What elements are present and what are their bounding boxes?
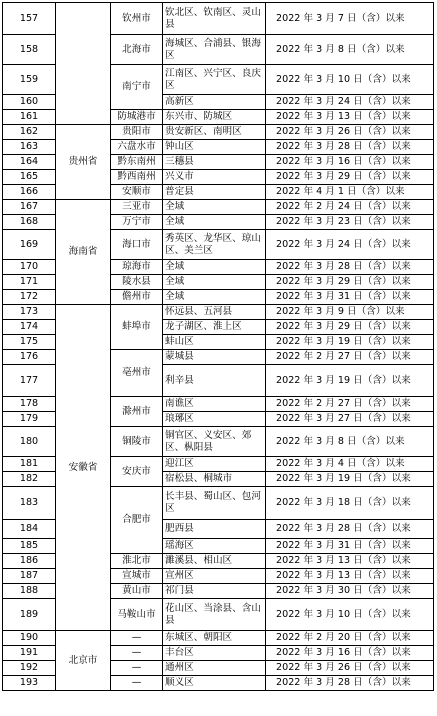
- city-cell: 防城港市: [111, 110, 163, 125]
- row-number: 163: [3, 140, 56, 155]
- table-row: [3, 631, 434, 646]
- district-cell: 全域: [163, 290, 266, 305]
- district-cell: 顺义区: [163, 676, 266, 691]
- city-cell: 铜陵市: [111, 427, 163, 457]
- district-cell: 全域: [163, 260, 266, 275]
- row-number: 182: [3, 472, 56, 487]
- district-cell: 利辛县: [163, 365, 266, 397]
- district-cell: 瑶海区: [163, 539, 266, 554]
- table-row: [3, 3, 434, 35]
- city-cell: 黔东南州: [111, 155, 163, 170]
- province-cell: 北京市: [56, 631, 111, 691]
- date-cell: 2022 年 3 月 19 日（含）以来: [266, 335, 434, 350]
- city-cell: 黔西南州: [111, 170, 163, 185]
- row-number: 164: [3, 155, 56, 170]
- date-cell: 2022 年 3 月 31 日（含）以来: [266, 290, 434, 305]
- district-cell: 高新区: [163, 95, 266, 110]
- row-number: 162: [3, 125, 56, 140]
- date-cell: 2022 年 3 月 16 日（含）以来: [266, 646, 434, 661]
- district-cell: 江南区、兴宁区、良庆区: [163, 65, 266, 95]
- date-cell: 2022 年 3 月 28 日（含）以来: [266, 260, 434, 275]
- row-number: 170: [3, 260, 56, 275]
- row-number: 161: [3, 110, 56, 125]
- district-cell: 铜官区、义安区、郊区、枞阳县: [163, 427, 266, 457]
- row-number: 166: [3, 185, 56, 200]
- row-number: 157: [3, 3, 56, 35]
- city-cell: 陵水县: [111, 275, 163, 290]
- date-cell: 2022 年 4 月 1 日（含）以来: [266, 185, 434, 200]
- district-cell: 怀远县、五河县: [163, 305, 266, 320]
- table-row: [3, 125, 434, 140]
- city-cell: 贵阳市: [111, 125, 163, 140]
- row-number: 159: [3, 65, 56, 95]
- date-cell: 2022 年 3 月 13 日（含）以来: [266, 554, 434, 569]
- row-number: 188: [3, 584, 56, 599]
- date-cell: 2022 年 3 月 13 日（含）以来: [266, 569, 434, 584]
- row-number: 158: [3, 35, 56, 65]
- district-cell: 普定县: [163, 185, 266, 200]
- risk-area-table: [2, 2, 434, 691]
- table-row: [3, 305, 434, 320]
- date-cell: 2022 年 3 月 27 日（含）以来: [266, 412, 434, 427]
- district-cell: 秀英区、龙华区、琼山区、美兰区: [163, 230, 266, 260]
- district-cell: 海城区、合浦县、银海区: [163, 35, 266, 65]
- city-cell: 六盘水市: [111, 140, 163, 155]
- district-cell: 全域: [163, 275, 266, 290]
- district-cell: 全域: [163, 200, 266, 215]
- row-number: 168: [3, 215, 56, 230]
- date-cell: 2022 年 3 月 8 日（含）以来: [266, 427, 434, 457]
- date-cell: 2022 年 2 月 20 日（含）以来: [266, 631, 434, 646]
- row-number: 177: [3, 365, 56, 397]
- district-cell: 祁门县: [163, 584, 266, 599]
- city-cell: 宣城市: [111, 569, 163, 584]
- district-cell: 东城区、朝阳区: [163, 631, 266, 646]
- city-cell: 亳州市: [111, 350, 163, 397]
- district-cell: 长丰县、蜀山区、包河区: [163, 487, 266, 520]
- city-cell: 三亚市: [111, 200, 163, 215]
- city-cell: 钦州市: [111, 3, 163, 35]
- city-cell: 蚌埠市: [111, 305, 163, 350]
- row-number: 176: [3, 350, 56, 365]
- date-cell: 2022 年 3 月 19 日（含）以来: [266, 472, 434, 487]
- district-cell: 东兴市、防城区: [163, 110, 266, 125]
- date-cell: 2022 年 3 月 7 日（含）以来: [266, 3, 434, 35]
- district-cell: 肥西县: [163, 520, 266, 539]
- date-cell: 2022 年 3 月 23 日（含）以来: [266, 215, 434, 230]
- district-cell: 花山区、当涂县、含山县: [163, 599, 266, 631]
- date-cell: 2022 年 3 月 26 日（含）以来: [266, 661, 434, 676]
- district-cell: 蒙城县: [163, 350, 266, 365]
- date-cell: 2022 年 3 月 19 日（含）以来: [266, 365, 434, 397]
- date-cell: 2022 年 3 月 24 日（含）以来: [266, 230, 434, 260]
- city-cell: 黄山市: [111, 584, 163, 599]
- district-cell: 龙子湖区、淮上区: [163, 320, 266, 335]
- row-number: 160: [3, 95, 56, 110]
- date-cell: 2022 年 3 月 4 日（含）以来: [266, 457, 434, 472]
- table-row: [3, 200, 434, 215]
- city-cell: —: [111, 661, 163, 676]
- row-number: 191: [3, 646, 56, 661]
- row-number: 169: [3, 230, 56, 260]
- row-number: 175: [3, 335, 56, 350]
- district-cell: 丰台区: [163, 646, 266, 661]
- date-cell: 2022 年 2 月 27 日（含）以来: [266, 350, 434, 365]
- row-number: 171: [3, 275, 56, 290]
- date-cell: 2022 年 3 月 28 日（含）以来: [266, 520, 434, 539]
- city-cell: 南宁市: [111, 65, 163, 110]
- date-cell: 2022 年 2 月 27 日（含）以来: [266, 397, 434, 412]
- district-cell: 南谯区: [163, 397, 266, 412]
- district-cell: 贵安新区、南明区: [163, 125, 266, 140]
- district-cell: 全域: [163, 215, 266, 230]
- city-cell: 北海市: [111, 35, 163, 65]
- row-number: 184: [3, 520, 56, 539]
- row-number: 192: [3, 661, 56, 676]
- date-cell: 2022 年 3 月 13 日（含）以来: [266, 110, 434, 125]
- city-cell: 安庆市: [111, 457, 163, 487]
- date-cell: 2022 年 3 月 31 日（含）以来: [266, 539, 434, 554]
- date-cell: 2022 年 3 月 8 日（含）以来: [266, 35, 434, 65]
- date-cell: 2022 年 3 月 16 日（含）以来: [266, 155, 434, 170]
- district-cell: 琅琊区: [163, 412, 266, 427]
- date-cell: 2022 年 3 月 29 日（含）以来: [266, 275, 434, 290]
- row-number: 193: [3, 676, 56, 691]
- row-number: 172: [3, 290, 56, 305]
- date-cell: 2022 年 3 月 28 日（含）以来: [266, 140, 434, 155]
- row-number: 186: [3, 554, 56, 569]
- date-cell: 2022 年 2 月 24 日（含）以来: [266, 200, 434, 215]
- city-cell: 合肥市: [111, 487, 163, 554]
- row-number: 187: [3, 569, 56, 584]
- district-cell: 蚌山区: [163, 335, 266, 350]
- district-cell: 宣州区: [163, 569, 266, 584]
- city-cell: 儋州市: [111, 290, 163, 305]
- row-number: 167: [3, 200, 56, 215]
- district-cell: 宿松县、桐城市: [163, 472, 266, 487]
- city-cell: 海口市: [111, 230, 163, 260]
- row-number: 185: [3, 539, 56, 554]
- district-cell: 钦北区、钦南区、灵山县: [163, 3, 266, 35]
- date-cell: 2022 年 3 月 10 日（含）以来: [266, 65, 434, 95]
- district-cell: 迎江区: [163, 457, 266, 472]
- district-cell: 濉溪县、相山区: [163, 554, 266, 569]
- district-cell: 兴义市: [163, 170, 266, 185]
- city-cell: 琼海市: [111, 260, 163, 275]
- row-number: 165: [3, 170, 56, 185]
- city-cell: 淮北市: [111, 554, 163, 569]
- city-cell: 安顺市: [111, 185, 163, 200]
- row-number: 180: [3, 427, 56, 457]
- date-cell: 2022 年 3 月 18 日（含）以来: [266, 487, 434, 520]
- province-cell: 安徽省: [56, 305, 111, 631]
- date-cell: 2022 年 3 月 24 日（含）以来: [266, 95, 434, 110]
- city-cell: —: [111, 631, 163, 646]
- city-cell: —: [111, 676, 163, 691]
- district-cell: 钟山区: [163, 140, 266, 155]
- date-cell: 2022 年 3 月 28 日（含）以来: [266, 676, 434, 691]
- row-number: 189: [3, 599, 56, 631]
- row-number: 178: [3, 397, 56, 412]
- province-cell: 贵州省: [56, 125, 111, 200]
- province-cell: 海南省: [56, 200, 111, 305]
- district-cell: 通州区: [163, 661, 266, 676]
- date-cell: 2022 年 3 月 26 日（含）以来: [266, 125, 434, 140]
- date-cell: 2022 年 3 月 30 日（含）以来: [266, 584, 434, 599]
- row-number: 181: [3, 457, 56, 472]
- city-cell: 万宁市: [111, 215, 163, 230]
- row-number: 183: [3, 487, 56, 520]
- row-number: 179: [3, 412, 56, 427]
- date-cell: 2022 年 3 月 29 日（含）以来: [266, 170, 434, 185]
- city-cell: 马鞍山市: [111, 599, 163, 631]
- date-cell: 2022 年 3 月 29 日（含）以来: [266, 320, 434, 335]
- city-cell: 滁州市: [111, 397, 163, 427]
- row-number: 173: [3, 305, 56, 320]
- city-cell: —: [111, 646, 163, 661]
- district-cell: 三穗县: [163, 155, 266, 170]
- row-number: 174: [3, 320, 56, 335]
- date-cell: 2022 年 3 月 10 日（含）以来: [266, 599, 434, 631]
- date-cell: 2022 年 3 月 9 日（含）以来: [266, 305, 434, 320]
- province-cell-guangxi: [56, 3, 111, 125]
- row-number: 190: [3, 631, 56, 646]
